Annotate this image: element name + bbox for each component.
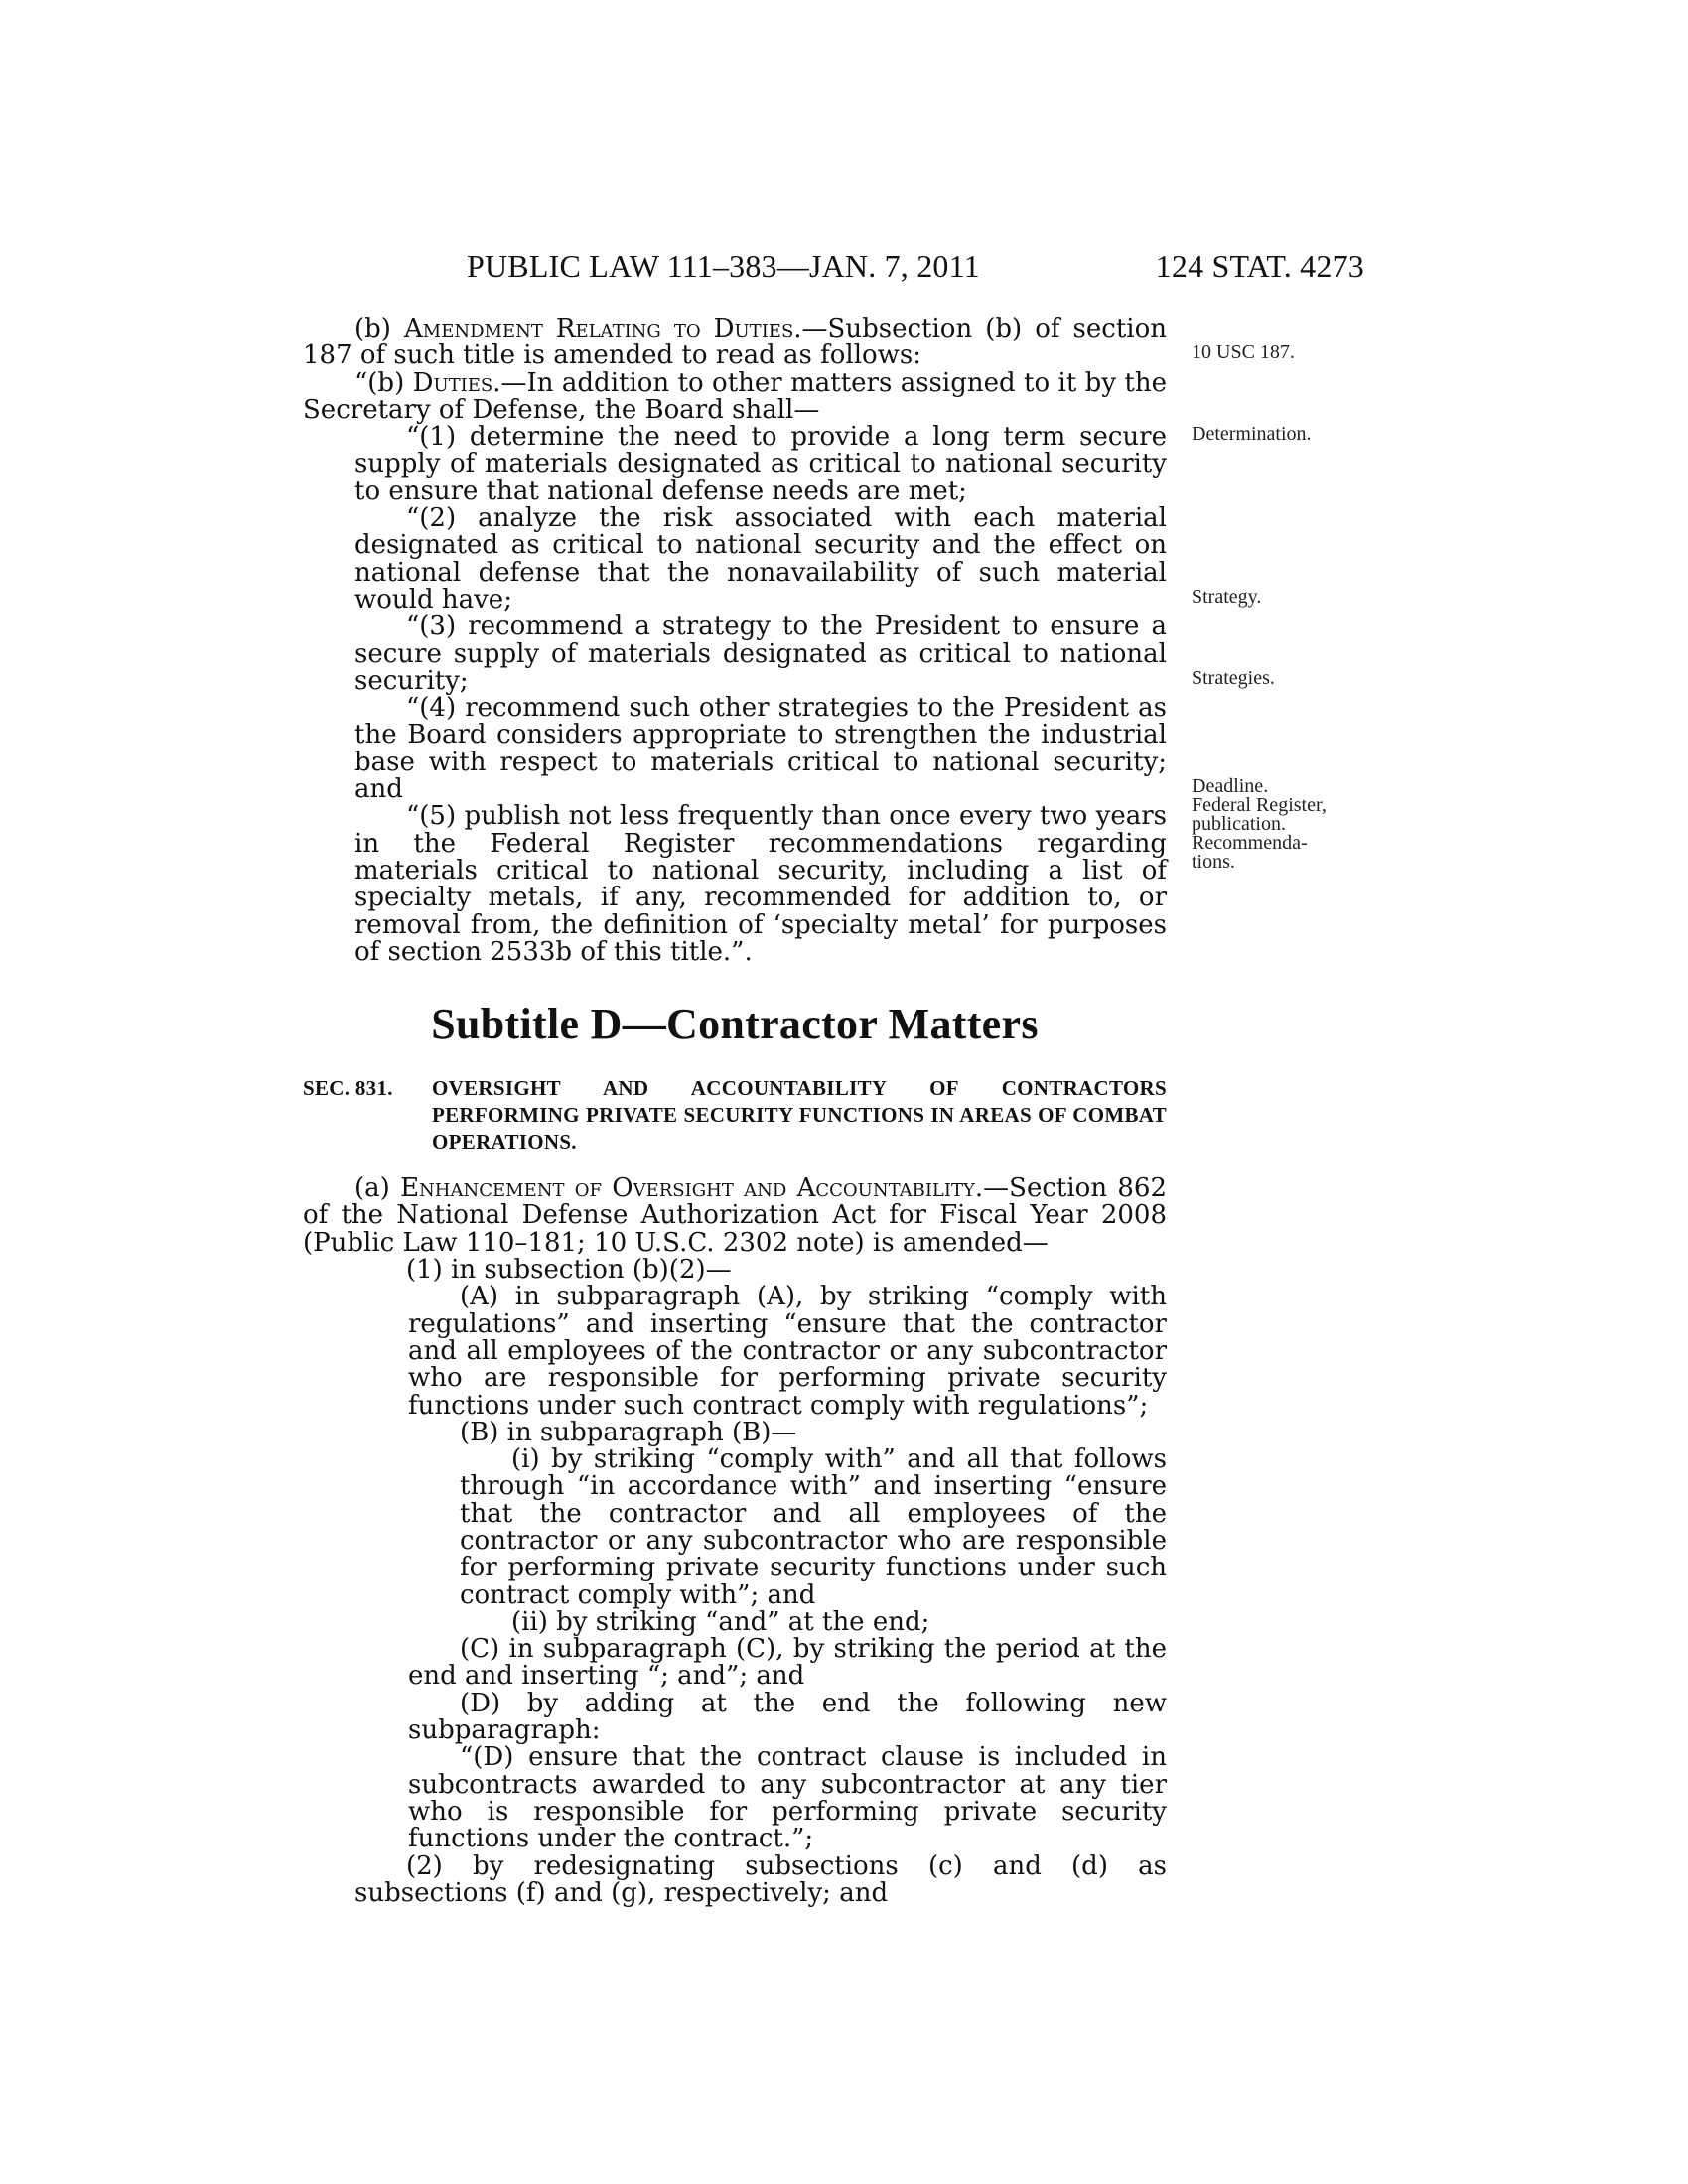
amendment-item-C: (C) in subparagraph (C), by striking the period at the end and inserting “; and”; and (408, 1634, 1167, 1692)
duties-heading: Duties (412, 367, 493, 398)
amendment-paragraph (303, 316, 1167, 370)
amendment-item-D-quote: “(D) ensure that the contract clause is included in subcontracts awarded to any subcontractor at any tier who is responsible for performing private security functions under the contract.”; (408, 1742, 1167, 1854)
margin-note-strategies: Strategies. (1192, 667, 1275, 689)
amendment-prefix: (b) (354, 314, 404, 343)
duties-paragraph (303, 367, 1167, 425)
public-law-citation: PUBLIC LAW 111–383—JAN. 7, 2011 (467, 248, 980, 284)
amendment-heading: Amendment Relating to Duties (403, 314, 794, 343)
enhancement-prefix: (a) (354, 1173, 401, 1204)
amendment-item-2: (2) by redesignating subsections (c) and (d) as subsections (f) and (g), respectively; and (354, 1850, 1167, 1908)
running-header (467, 248, 1364, 288)
amendment-item-B-ii: (ii) by striking “and” at the end; (511, 1606, 930, 1637)
margin-note-recommendations: Recommenda- (1192, 832, 1308, 854)
amendment-item-B: (B) in subparagraph (B)— (460, 1417, 797, 1447)
margin-note-strategy: Strategy. (1192, 586, 1262, 608)
duties-prefix: “(b) (354, 367, 413, 398)
subtitle-heading: Subtitle D—Contractor Matters (431, 1000, 1039, 1049)
section-heading (303, 1075, 1167, 1156)
duty-item-5: “(5) publish not less frequently than once every two years in the Federal Register recommendations regarding materials critical to national security, including a list of specialty metals, if any, recommended for addition to, or removal from, the definition of ‘specialty metal’ for purposes of section 2533b of this title.”. (354, 801, 1167, 967)
margin-note-federal-register: Federal Register, (1192, 794, 1327, 816)
margin-note-publication: publication. (1192, 813, 1286, 835)
main-text-column (303, 316, 1167, 1907)
statute-page-number: 124 STAT. 4273 (1155, 248, 1364, 284)
amendment-item-D: (D) by adding at the end the following new subparagraph: (408, 1688, 1167, 1746)
duty-item-2: “(2) analyze the risk associated with each material designated as critical to national security and the effect on national defense that the nonavailability of such material would have; (354, 503, 1167, 614)
enhancement-paragraph (303, 1175, 1167, 1257)
enhancement-heading: Enhancement of Oversight and Accountability (400, 1173, 975, 1204)
amendment-item-A: (A) in subparagraph (A), by striking “comply with regulations” and inserting “ensure that the contractor and all employees of the contractor or any subcontractor who are responsible for performing private security functions under such contract comply with regulations”; (408, 1282, 1167, 1421)
margin-note-determination: Determination. (1192, 423, 1312, 445)
duties-text: .—In addition to other matters assigned to it by the Secretary of Defense, the Board shall— (303, 367, 1167, 425)
duty-item-3: “(3) recommend a strategy to the President to ensure a secure supply of materials designated as critical to national security; (354, 612, 1167, 696)
margin-note-deadline: Deadline. (1192, 775, 1269, 797)
section-title: OVERSIGHT AND ACCOUNTABILITY OF CONTRACTORS PERFORMING PRIVATE SECURITY FUNCTIONS IN AREAS OF COMBAT OPERATIONS. (432, 1076, 1167, 1155)
enhancement-text: .—Section 862 of the National Defense Authorization Act for Fiscal Year 2008 (Public Law 110–181; 10 U.S.C. 2302 note) is amended— (303, 1173, 1167, 1258)
duty-item-1: “(1) determine the need to provide a long term secure supply of materials designated as critical to national security to ensure that national defense needs are met; (354, 422, 1167, 506)
section-number: SEC. 831. (303, 1076, 393, 1101)
amendment-item-B-i: (i) by striking “comply with” and all that follows through “in accordance with” and inserting “ensure that the contractor and all employees of the contractor or any subcontractor who are responsible for performing private security functions under such contract comply with”; and (460, 1444, 1167, 1610)
amendment-text: .—Subsection (b) of section 187 of such title is amended to read as follows: (303, 314, 1167, 371)
duty-item-4: “(4) recommend such other strategies to the President as the Board considers appropriate to strengthen the industrial base with respect to materials critical to national security; and (354, 693, 1167, 805)
margin-note-recommendations-cont: tions. (1192, 851, 1235, 873)
margin-note-usc: 10 USC 187. (1192, 341, 1295, 363)
amendment-item-1: (1) in subsection (b)(2)— (406, 1255, 732, 1286)
